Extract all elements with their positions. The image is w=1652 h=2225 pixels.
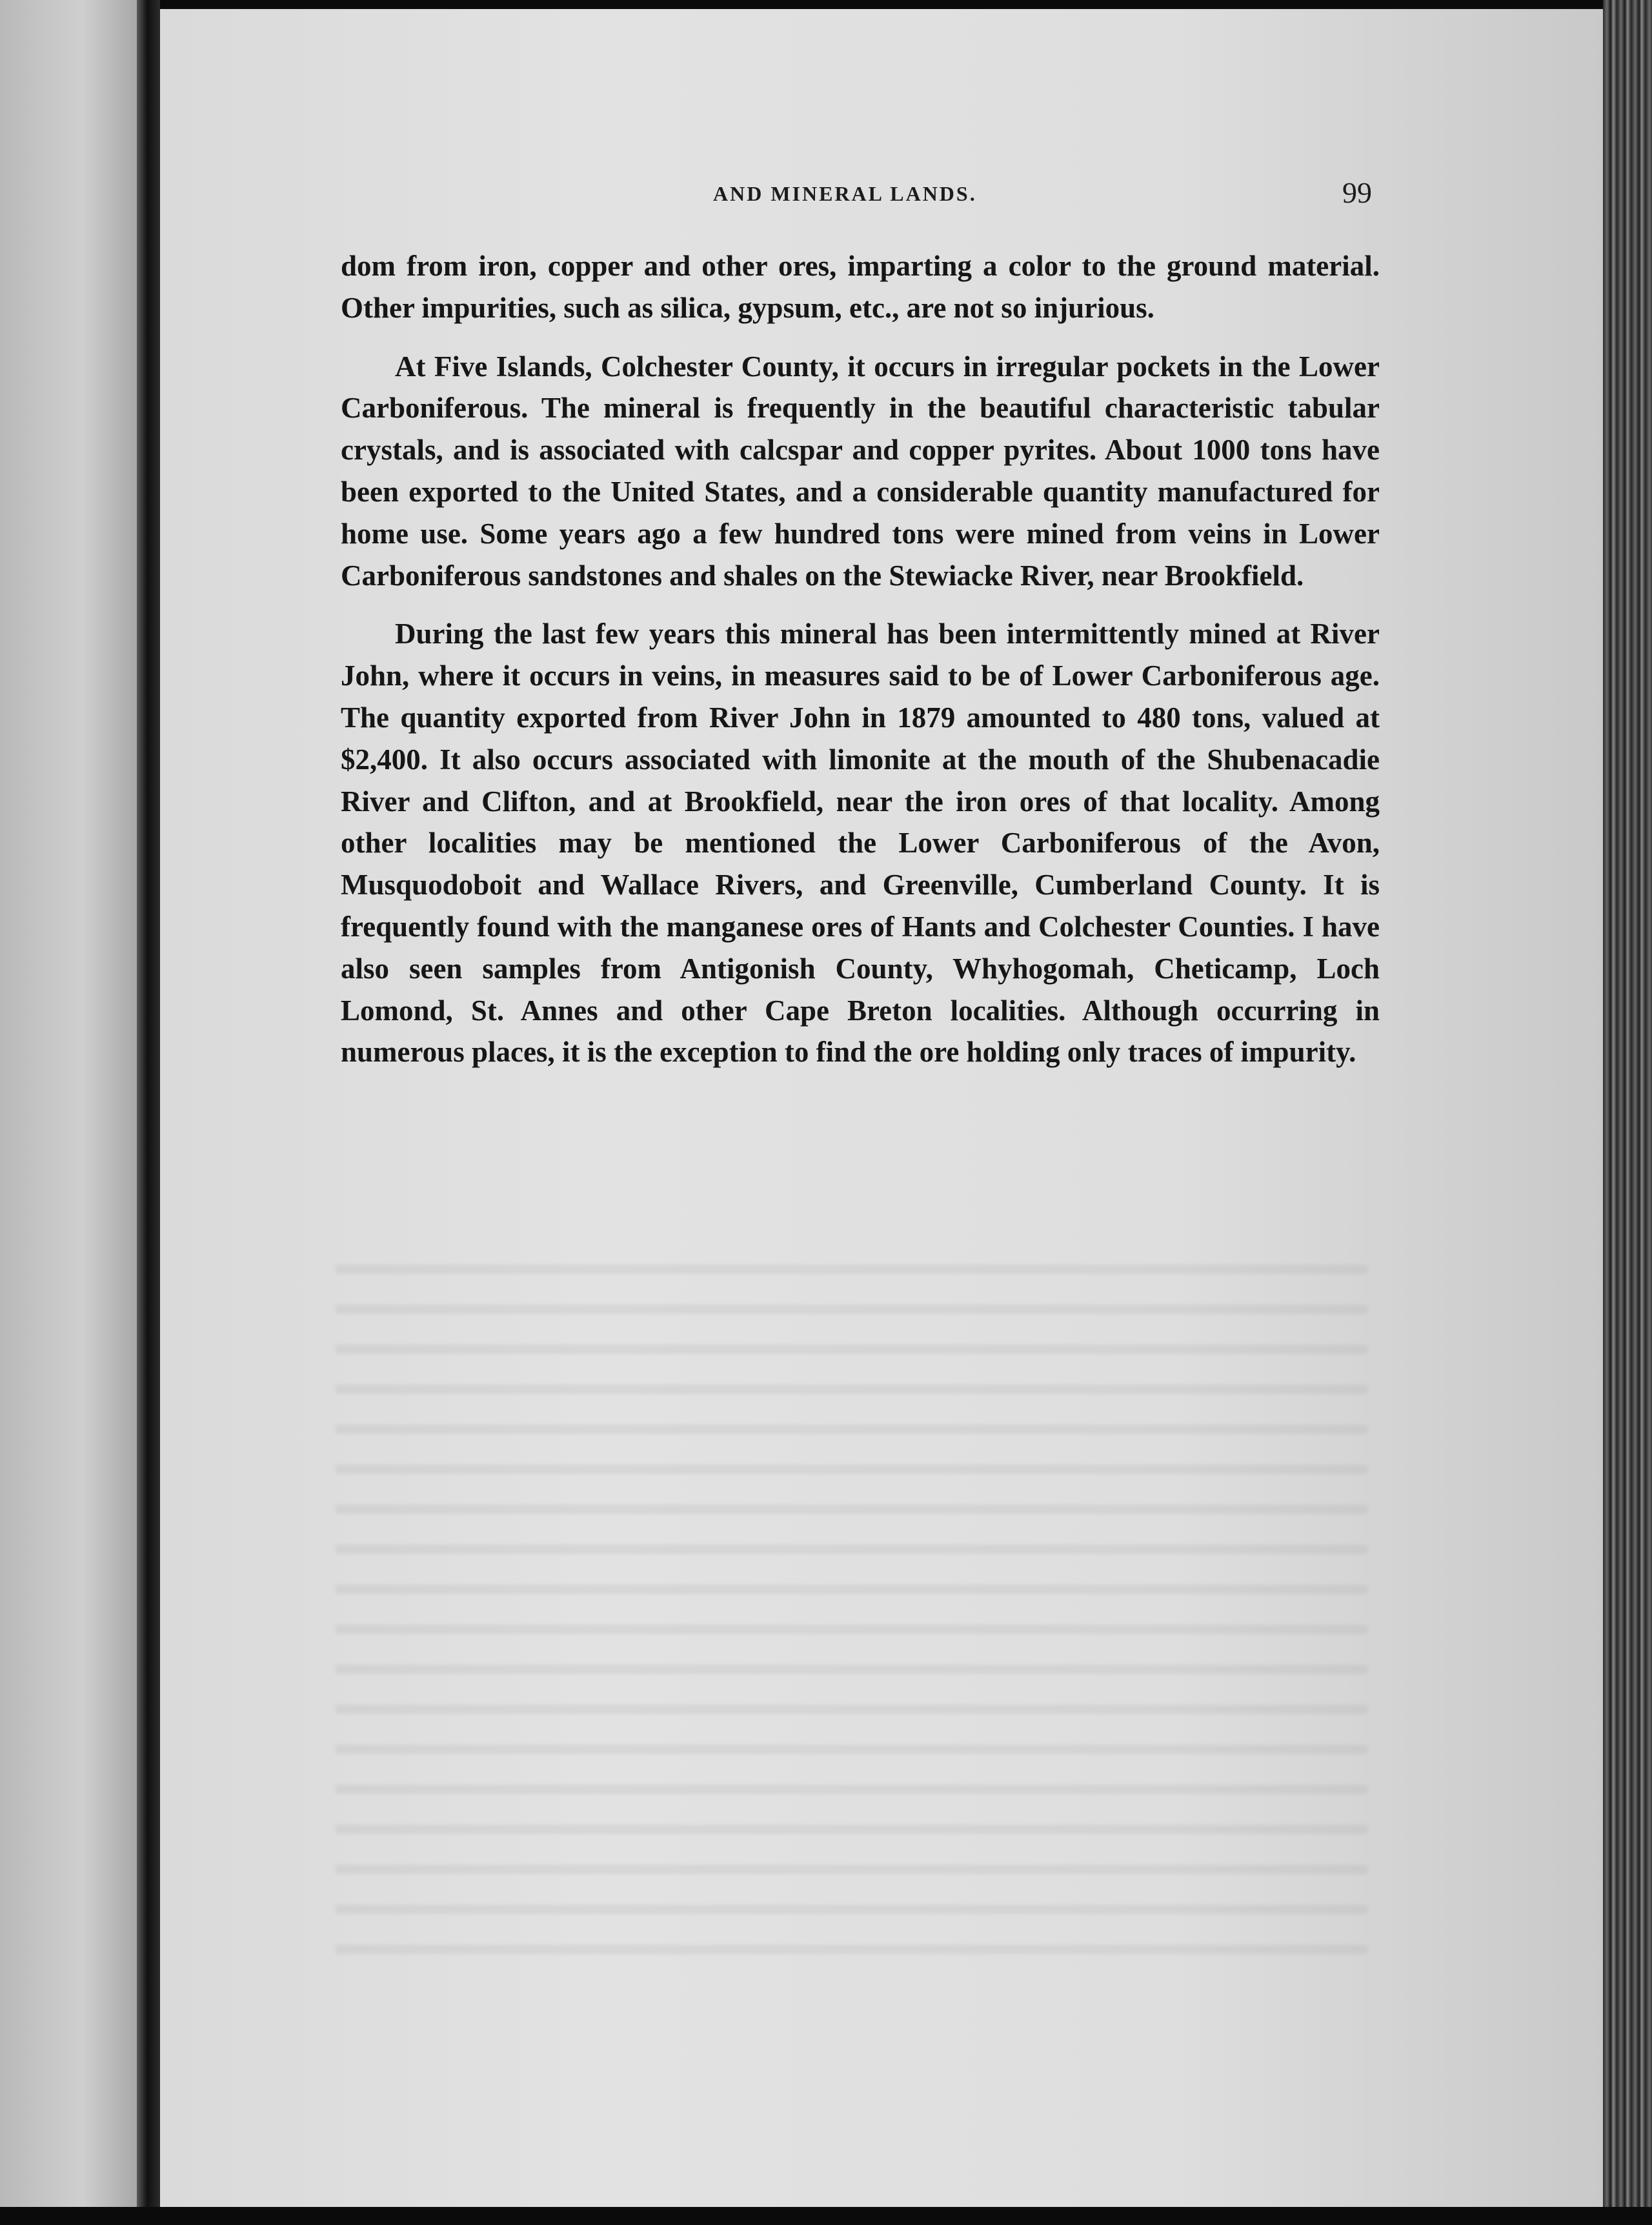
body-text (341, 245, 1380, 1073)
book-gutter (137, 0, 160, 2225)
page-stack-edge (1603, 0, 1652, 2225)
page-number: 99 (1342, 176, 1372, 209)
facing-page-edge (0, 0, 137, 2225)
show-through-text (336, 1265, 1368, 1975)
paragraph-river-john: During the last few years this mineral has been intermittently mined at River John, where it occurs in veins, in measures said to be of Lower Carboniferous age. The quantity exported from River John in 1879 amounted to 480 tons, valued at $2,400. It also occurs associated with limonite at the mouth of the Shubenacadie River and Clifton, and at Brookfield, near the iron ores of that locality. Among other localities may be mentioned the Lower Carboniferous of the Avon, Musquodoboit and Wallace Rivers, and Greenville, Cumberland County. It is frequently found with the manganese ores of Hants and Colchester Counties. I have also seen samples from Antigonish County, Whyhogomah, Cheticamp, Loch Lomond, St. Annes and other Cape Breton localities. Although occurring in numerous places, it is the exception to find the ore holding only traces of impurity. (341, 618, 1380, 1069)
paragraph-continued: dom from iron, copper and other ores, imparting a color to the ground material. Other impurities, such as silica, gypsum, etc., are not so injurious. (341, 250, 1380, 324)
scan-border (0, 2207, 1652, 2225)
running-head: AND MINERAL LANDS. (713, 182, 977, 205)
paragraph-five-islands: At Five Islands, Colchester County, it occurs in irregular pockets in the Lower Carboniferous. The mineral is frequently in the beautiful characteristic tabular crystals, and is associated with calcspar and copper pyrites. About 1000 tons have been exported to the United States, and a considerable quantity manufactured for home use. Some years ago a few hundred tons were mined from veins in Lower Carboniferous sandstones and shales on the Stewiacke River, near Brookfield. (341, 350, 1380, 592)
